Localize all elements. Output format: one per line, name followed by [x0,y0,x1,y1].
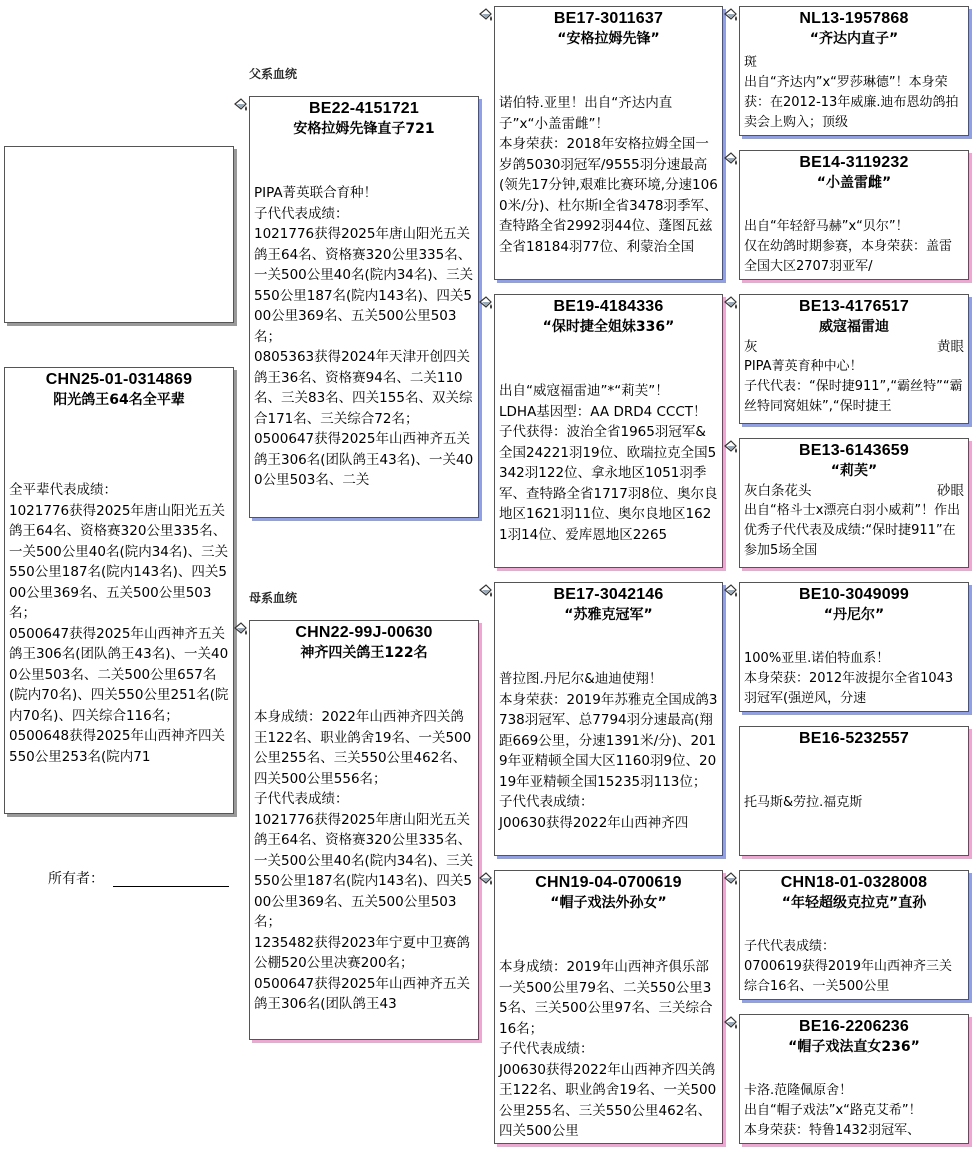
photo-frame [4,146,234,323]
ss-ring: BE17-3011637 [553,10,664,27]
edit-icon[interactable] [723,295,739,311]
subject-text: 全平辈代表成绩： 1021776获得2025年唐山阳光五关鸽王64名、资格赛320公里335名、一关500公里40名(院内34名)、三关550公里187名(院内143名)、四关500公里369名、五关500公里503名； 0500647获得2025年山西神齐五关鸽王306名(团队鸽王43名)、一关400公里503名、二关500公里657名(院内70名)、四关550公里251名(院内70名)、四关综合116名； 0500648获得2025年山西神齐四关550公里253名(院内71 [9,482,229,765]
sds-color: 灰 [744,339,758,355]
dam-ring: CHN22-99J-00630 [295,624,433,641]
sd-name: “保时捷全姐妹336” [542,319,675,335]
edit-icon[interactable] [478,7,494,23]
edit-icon[interactable] [233,621,249,637]
ssd-ring: BE14-3119232 [799,154,909,171]
owner-underline [113,886,229,887]
dds-ring: CHN18-01-0328008 [780,874,928,891]
edit-icon[interactable] [723,871,739,887]
sss-text: 斑 出自“齐达内”x“罗莎琳德”！本身荣获：在2012-13年威廉.迪布恩幼鸽拍卖会上购入；顶级 [744,55,959,130]
dds-text: 子代代表成绩： 0700619获得2019年山西神齐三关综合16名、一关500公里 [744,939,952,994]
edit-icon[interactable] [723,1015,739,1031]
ddd-name: “帽子戏法直女236” [788,1039,920,1055]
sire-text: PIPA菁英联合育种！ 子代代表成绩： 1021776获得2025年唐山阳光五关鸽王64名、资格赛320公里335名、一关500公里40名(院内34名)、三关550公里187名(院内143名)、四关500公里369名、五关500公里503名； 0805363获得2024年天津开创四关鸽王36名、资格赛94名、二关110名、三关83名、四关155名、双关综合171名、三关综合72名； 0500647获得2025年山西神齐五关鸽王306名(团队鸽王43名)、一关400公里503名、二关 [254,185,474,488]
dsd-ring: BE16-5232557 [798,730,910,747]
ssd-name: “小盖雷雌” [816,175,892,191]
ds-text: 普拉图.丹尼尔&迪迪使翔！ 本身荣获：2019年苏雅克全国成鸽3738羽冠军、总7794羽分速最高(翔距669公里，分速1391米/分)、2019年亚精顿全国大区1160羽9位、2019年亚精顿全国15235羽113位； 子代代表成绩： J00630获得2022年山西神齐四 [499,671,718,831]
dss-card [739,582,969,712]
dd-card [494,870,723,1144]
sd-text: 出自“威寇福雷迪”*“莉芙”！ LDHA基因型：AA DRD4 CCCT！子代获得：波治全省1965羽冠军&全国24221羽19位、欧瑞拉克全国5342羽122位、拿永地区1051羽季军、查特路全省1717羽8位、奥尔良地区1621羽11位、奥尔良地区1621羽14位、爱库恩地区2265 [499,383,718,543]
owner-label: 所有者： [48,871,104,887]
edit-icon[interactable] [723,583,739,599]
ddd-text: 卡洛.范隆佩原舍！ 出自“帽子戏法”x“路克艾希”！ 本身荣获：特鲁1432羽冠军、 [744,1083,922,1138]
edit-icon[interactable] [723,439,739,455]
sds-ring: BE13-4176517 [798,298,910,315]
sdd-card [739,438,969,568]
dam-name: 神齐四关鸽王122名 [300,645,428,661]
paternal-label: 父系血统 [249,67,298,81]
ds-ring: BE17-3042146 [553,586,664,603]
sdd-eye: 砂眼 [937,483,964,499]
sdd-color: 灰白条花头 [744,483,812,499]
sds-name: 威寇福雷迪 [819,319,889,335]
dss-ring: BE10-3049099 [798,586,910,603]
maternal-label: 母系血统 [249,591,298,605]
dd-ring: CHN19-04-0700619 [535,874,682,891]
sdd-colorline [740,481,968,501]
dss-text: 100%亚里.诺伯特血系！ 本身荣获：2012年波提尔全省1043羽冠军(强逆风，分速 [744,651,954,706]
dd-text: 本身成绩：2019年山西神齐俱乐部一关500公里79名、二关550公里35名、三关500公里97名、三关综合16名； 子代代表成绩： J00630获得2022年山西神齐四关鸽王122名、职业鸽舍19名、一关500公里255名、三关550公里462名、四关500公里 [499,959,717,1139]
dds-card [739,870,969,1000]
sire-ring: BE22-4151721 [308,100,420,117]
ss-text: 诺伯特.亚里！出自“齐达内直子”x“小盖雷雌”！ 本身荣获：2018年安格拉姆全国一岁鸽5030羽冠军/9555羽分速最高(领先17分钟,艰难比赛环境,分速1060米/分)、杜尔斯l全省3478羽季军、查特路全省2992羽44位、蓬图瓦兹全省18184羽77位、利蒙治全国 [499,95,718,255]
dd-name: “帽子戏法外孙女” [550,895,667,911]
sss-card [739,6,969,136]
subject-name: 阳光鸽王64名全平辈 [53,392,185,408]
subject-ring: CHN25-01-0314869 [45,371,193,388]
edit-icon[interactable] [478,871,494,887]
dam-text: 本身成绩：2022年山西神齐四关鸽王122名、职业鸽舍19名、一关500公里255名、三关550公里462名、四关500公里556名； 子代代表成绩： 1021776获得2025年唐山阳光五关鸽王64名、资格赛320公里335名、一关500公里40名(院内34名)、三关550公里187名(院内143名)、四关500公里369名、五关500公里503名； 1235482获得2023年宁夏中卫赛鸽公棚520公里决赛200名； 0500647获得2025年山西神齐五关鸽王306名(团队鸽王43 [254,709,474,1012]
edit-icon[interactable] [478,583,494,599]
ssd-card [739,150,969,280]
sire-name: 安格拉姆先锋直子721 [293,121,435,137]
sds-eye: 黄眼 [937,339,964,355]
edit-icon[interactable] [233,97,249,113]
subject-card [4,367,234,814]
ds-name: “苏雅克冠军” [564,607,653,623]
sss-ring: NL13-1957868 [799,10,909,27]
ddd-ring: BE16-2206236 [798,1018,910,1035]
ssd-text: 出自“年轻舒马赫”x“贝尔”！ 仅在幼鸽时期参赛，本身荣获：盖雷全国大区2707羽亚军/ [744,219,953,274]
dsd-text: 托马斯&劳拉.福克斯 [744,795,863,810]
sdd-text: 出自“格斗士x漂亮白羽小威莉”！作出优秀子代代表及成绩:“保时捷911”在参加5场全国 [744,503,961,558]
ss-card [494,6,723,280]
sds-text: PIPA菁英育种中心！ 子代代表：“保时捷911”,“霸丝特”“霸丝特同窝姐妹”,“保时捷王 [744,359,963,414]
dsd-card [739,726,969,856]
sire-card [249,96,479,518]
ds-card [494,582,723,856]
edit-icon[interactable] [723,7,739,23]
dds-name: “年轻超级克拉克”直孙 [781,895,927,911]
dss-name: “丹尼尔” [823,607,885,623]
edit-icon[interactable] [478,295,494,311]
sdd-ring: BE13-6143659 [798,442,910,459]
edit-icon[interactable] [723,151,739,167]
sss-name: “齐达内直子” [809,31,899,47]
sd-card [494,294,723,568]
sd-ring: BE19-4184336 [553,298,664,315]
ddd-card [739,1014,969,1144]
sds-card [739,294,969,424]
sds-colorline [740,337,968,357]
dam-card [249,620,479,1040]
sdd-name: “莉芙” [830,463,878,479]
ss-name: “安格拉姆先锋” [557,31,660,47]
